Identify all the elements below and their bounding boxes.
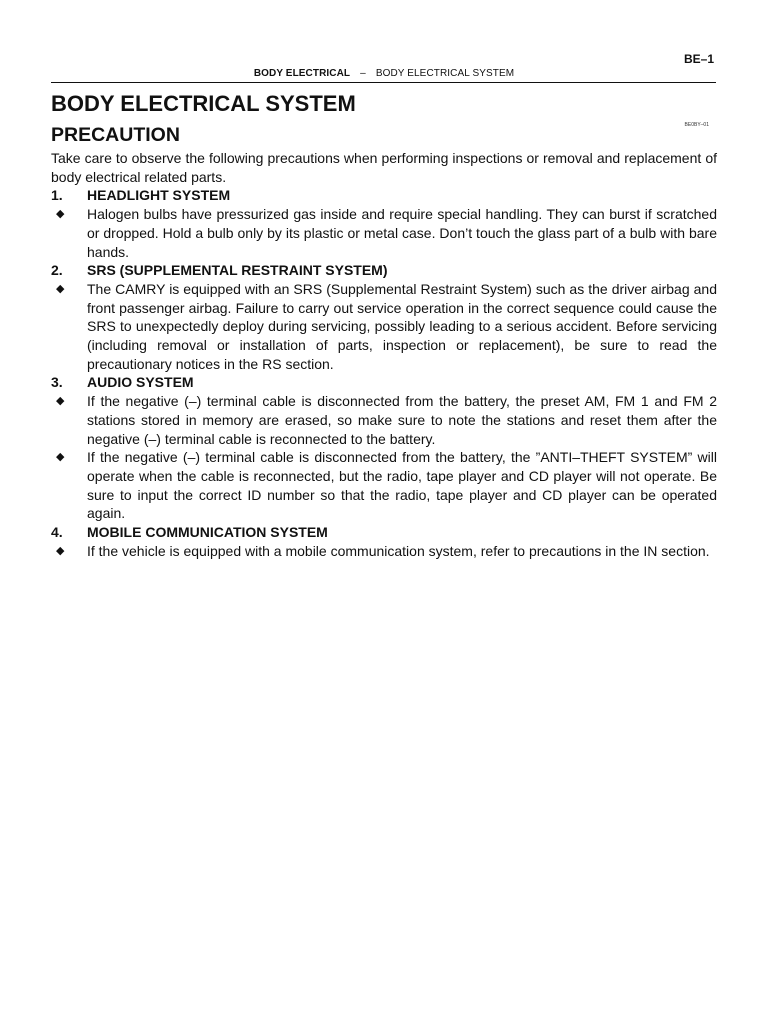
section-title: PRECAUTION <box>51 124 180 146</box>
running-header-separator: – <box>360 68 366 79</box>
bullet-text: If the vehicle is equipped with a mobile communication system, refer to precautions in the IN section. <box>87 542 710 559</box>
bullet-item <box>51 205 717 261</box>
precaution-list <box>51 186 717 560</box>
item-number: 4. <box>51 524 63 541</box>
page-number: BE–1 <box>683 52 714 66</box>
bullet-text: If the negative (–) terminal cable is disconnected from the battery, the preset AM, FM 1 and FM 2 stations stored in memory are erased, so make sure to note the stations and reset them after the negative (–) terminal cable is reconnected to the battery. <box>87 393 717 447</box>
diamond-bullet-icon: ◆ <box>56 395 65 408</box>
bullet-item <box>51 392 717 448</box>
item-number: 1. <box>51 187 63 204</box>
document-title: BODY ELECTRICAL SYSTEM <box>51 91 356 116</box>
item-heading-text: MOBILE COMMUNICATION SYSTEM <box>87 524 328 541</box>
item-heading-text: HEADLIGHT SYSTEM <box>87 187 231 204</box>
running-header-section: BODY ELECTRICAL <box>253 68 351 79</box>
running-header <box>0 68 768 79</box>
item-number: 3. <box>51 374 63 391</box>
bullet-text: Halogen bulbs have pressurized gas inside and require special handling. They can burst if scratched or dropped. Hold a bulb only by its plastic or metal case. Don’t touch the glass part of a bulb with bare hands. <box>87 206 717 260</box>
item-heading <box>51 373 717 392</box>
item-number: 2. <box>51 262 63 279</box>
item-heading <box>51 523 717 542</box>
diamond-bullet-icon: ◆ <box>56 451 65 464</box>
item-heading <box>51 261 717 280</box>
page-content <box>51 90 717 560</box>
bullet-item <box>51 542 717 561</box>
bullet-item <box>51 448 717 523</box>
reference-code: BE0BY–01 <box>684 122 709 128</box>
intro-paragraph: Take care to observe the following precautions when performing inspections or removal and replacement of body electrical related parts. <box>51 150 717 185</box>
header-rule <box>51 82 716 83</box>
bullet-text: If the negative (–) terminal cable is disconnected from the battery, the ”ANTI–THEFT SYSTEM” will operate when the cable is reconnected, but the radio, tape player and CD player will not operate. Be sure to input the correct ID number so that the radio, tape player and CD player can be operated again. <box>87 449 717 522</box>
item-heading-text: AUDIO SYSTEM <box>87 374 194 391</box>
running-header-subsection: BODY ELECTRICAL SYSTEM <box>375 68 515 79</box>
bullet-item <box>51 280 717 374</box>
diamond-bullet-icon: ◆ <box>56 208 65 221</box>
diamond-bullet-icon: ◆ <box>56 544 65 557</box>
item-heading <box>51 186 717 205</box>
item-heading-text: SRS (SUPPLEMENTAL RESTRAINT SYSTEM) <box>87 262 388 279</box>
bullet-text: The CAMRY is equipped with an SRS (Supplemental Restraint System) such as the driver airbag and front passenger airbag. Failure to carry out service operation in the correct sequence could cause the SRS to unexpectedly deploy during servicing, possibly leading to a serious accident. Before servicing (including removal or installation of parts, inspection or replacement), be sure to read the precautionary notices in the RS section. <box>87 280 717 372</box>
diamond-bullet-icon: ◆ <box>56 282 65 295</box>
section-heading-row <box>51 122 717 149</box>
